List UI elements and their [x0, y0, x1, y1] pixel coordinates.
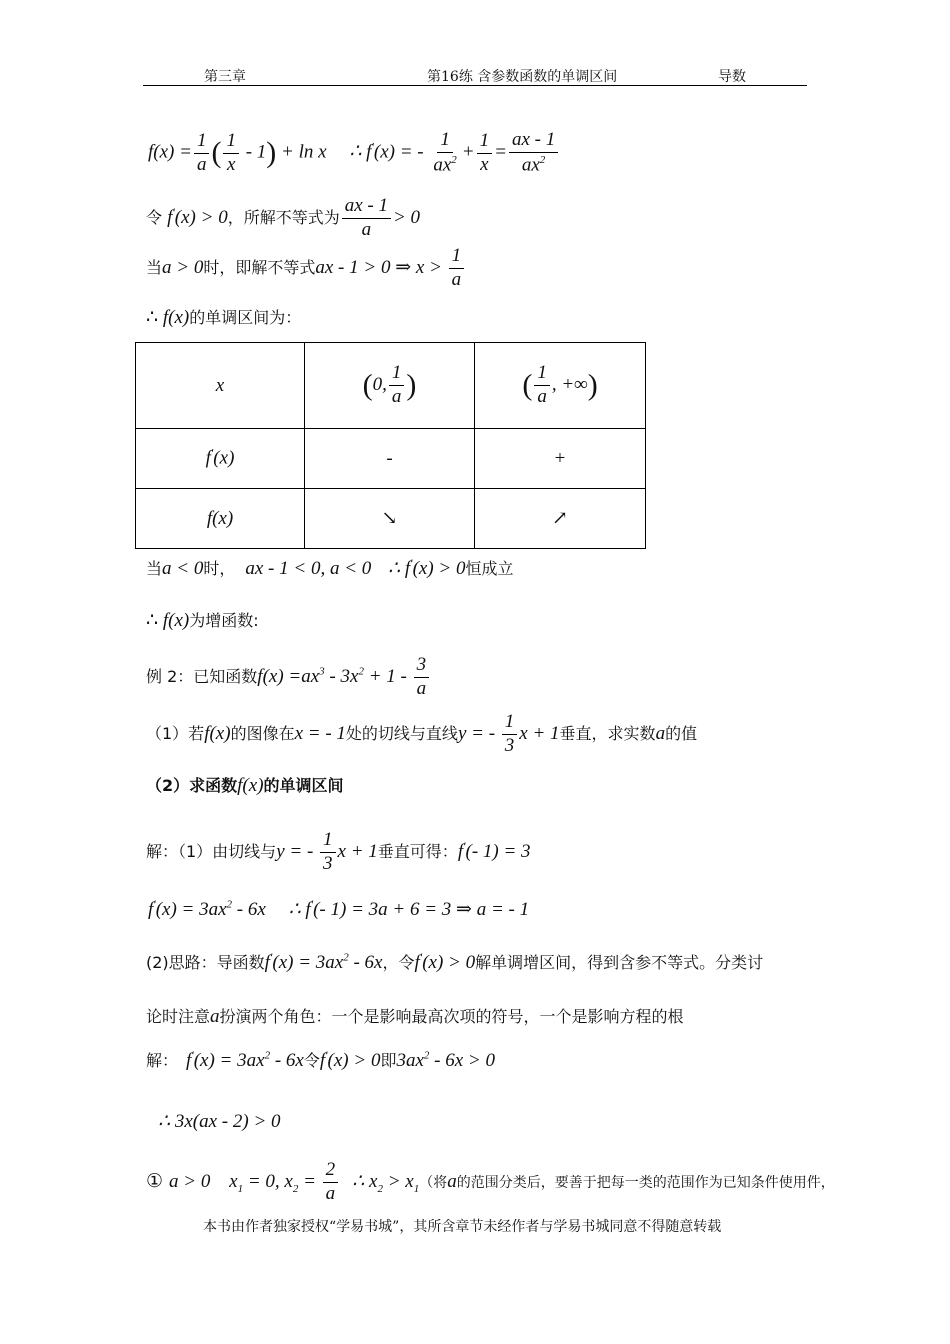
idea-line-1: (2)思路：导函数$f'(x) = 3ax^2 - 6x$，令f′(x) > 0解单调增区间，得到含参不等式。分类讨	[146, 951, 764, 973]
question-1: （1）若f(x)的图像在x = - 1处的切线与直线y = - $\frac{1}{3}$ x + 1垂直，求实数a的值	[146, 711, 698, 756]
header-rule	[143, 85, 807, 86]
table-cell-trend-1: ↘	[305, 489, 475, 549]
line-increasing: ∴ f(x)为增函数:	[146, 610, 259, 631]
table-cell-function-label: f(x)	[136, 489, 305, 549]
monotonicity-table	[135, 342, 646, 549]
formula-fx-def: f(x) = $\frac{1}{a}$ ( $\frac{1}{x}$ - 1) + ln x ∴ f′(x) = - $\frac{1}{ax^2}$ + $\frac{1}{x}$ = $\frac{ax - 1}{ax^2}$	[148, 130, 560, 176]
solution-1-derivative: $f'(x) = 3ax^2 - 6x$ ∴ f′(- 1) = 3a + 6 = 3 ⇒ a = - 1	[148, 898, 530, 920]
line-case-a-neg: 当a < 0时， ax - 1 < 0, a < 0 ∴ f′(x) > 0恒成立	[146, 557, 514, 579]
solution-2: 解： $f'(x) = 3ax^2 - 6x$令f′(x) > 0即$3ax^2 - 6x > 0$	[146, 1049, 495, 1071]
question-2: （2）求函数f(x)的单调区间	[146, 775, 344, 796]
table-cell-derivative-label: f′(x)	[136, 429, 305, 489]
header-topic: 导数	[718, 69, 746, 85]
table-row	[136, 489, 646, 549]
table-cell-derivative-sign-1: -	[305, 429, 475, 489]
solution-1: 解：（1）由切线与y = - $\frac{1}{3}$ x + 1垂直可得：f′(- 1) = 3	[146, 829, 531, 874]
table-cell-derivative-sign-2: +	[475, 429, 646, 489]
table-cell-interval-2: ( $\frac{1}{a}$ , +∞)	[475, 343, 646, 429]
table-cell-interval-1: (0, $\frac{1}{a}$ )	[305, 343, 475, 429]
idea-line-2: 论时注意a扮演两个角色：一个是影响最高次项的符号，一个是影响方程的根	[146, 1006, 684, 1027]
case-1: ① a > 0 $x_1 = 0$, $x_2$ = $\frac{2}{a}$ ∴ $x_2 > x_1$（将a的范围分类后，要善于把每一类的范围作为已知条件使用件，	[146, 1159, 835, 1204]
text-l2: ，所解不等式为	[227, 207, 340, 227]
table-cell-trend-2: ↗	[475, 489, 646, 549]
header-title: 第16练 含参数函数的单调区间	[427, 69, 618, 85]
table-row	[136, 429, 646, 489]
footer-copyright: 本书由作者独家授权“学易书城”，其所含章节未经作者与学易书城同意不得随意转载	[203, 1219, 722, 1235]
line-monotonic-intro: ∴ f(x)的单调区间为：	[146, 307, 302, 328]
solution-2-factored: ∴ 3x(ax - 2) > 0	[158, 1111, 281, 1132]
line-case-a-pos: 当a > 0时，即解不等式ax - 1 > 0 ⇒ x > $\frac{1}{a}$	[146, 246, 466, 291]
example-2: 例 2：已知函数$f(x) =ax^3 - 3x^2 + 1$ - $\frac{3}{a}$	[146, 655, 431, 700]
table-cell-x: x	[136, 343, 305, 429]
table-row	[136, 343, 646, 429]
line-let-derivative: 令 f′(x) > 0，所解不等式为 $\frac{ax - 1}{a}$ > 0	[146, 195, 421, 240]
header-chapter: 第三章	[204, 69, 246, 85]
